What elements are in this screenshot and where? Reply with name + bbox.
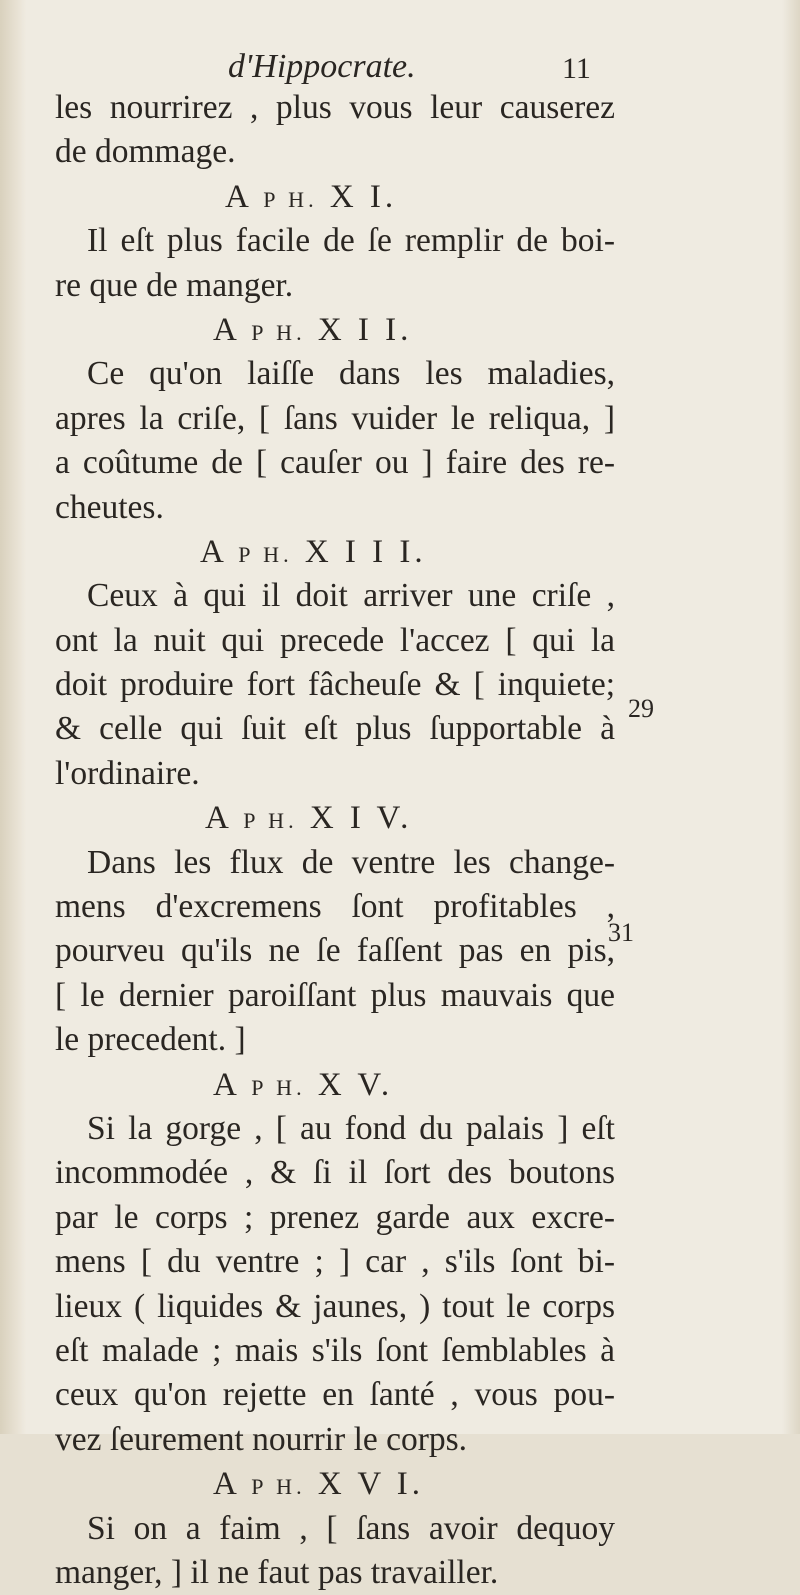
text-line: & celle qui ſuit eſt plus ſupportable à bbox=[55, 710, 615, 748]
page-number: 11 bbox=[562, 52, 591, 85]
text-line: Il eſt plus facile de ſe remplir de boi- bbox=[87, 222, 615, 260]
text-line: Ceux à qui il doit arriver une criſe , bbox=[87, 577, 615, 615]
aphorism-heading-12: A P H. X I I. bbox=[213, 311, 413, 348]
text-line: Si la gorge , [ au fond du palais ] eſt bbox=[87, 1109, 615, 1147]
text-line: ont la nuit qui precede l'accez [ qui la bbox=[55, 621, 615, 659]
page-gutter bbox=[0, 0, 26, 1434]
aphorism-heading-13: A P H. X I I I. bbox=[200, 533, 427, 570]
margin-note-29: 29 bbox=[628, 694, 654, 723]
text-line: lieux ( liquides & jaunes, ) tout le corps bbox=[55, 1287, 615, 1325]
aphorism-heading-14: A P H. X I V. bbox=[205, 800, 413, 837]
text-line: a coûtume de [ cauſer ou ] faire des re- bbox=[55, 444, 615, 482]
text-line: [ le dernier paroiſſant plus mauvais que bbox=[55, 976, 615, 1014]
text-line: Si on a faim , [ ſans avoir dequoy bbox=[87, 1509, 615, 1547]
text-line: l'ordinaire. bbox=[55, 754, 200, 792]
text-line: doit produire fort fâcheuſe & [ inquiete; bbox=[55, 666, 615, 704]
text-line: les nourrirez , plus vous leur causerez bbox=[55, 89, 615, 126]
body-text bbox=[55, 86, 615, 1595]
text-line: eſt malade ; mais s'ils ſont ſemblables à bbox=[55, 1331, 615, 1369]
text-line: apres la criſe, [ ſans vuider le reliqua, ] bbox=[55, 399, 615, 437]
text-line: cheutes. bbox=[55, 488, 164, 526]
aphorism-heading-16: A P H. X V I. bbox=[213, 1466, 425, 1503]
text-line: re que de manger. bbox=[55, 266, 294, 304]
aphorism-heading-15: A P H. X V. bbox=[213, 1066, 394, 1103]
text-line: Ce qu'on laiſſe dans les maladies, bbox=[87, 355, 615, 393]
page-edge bbox=[782, 0, 800, 1434]
text-line: incommodée , & ſi il ſort des boutons bbox=[55, 1154, 615, 1192]
text-line: de dommage. bbox=[55, 133, 236, 171]
text-line: ceux qu'on rejette en ſanté , vous pou- bbox=[55, 1376, 615, 1414]
text-line: le precedent. ] bbox=[55, 1021, 246, 1059]
running-title: d'Hippocrate. bbox=[228, 48, 416, 85]
aphorism-heading-11: A P H. X I. bbox=[225, 178, 398, 215]
text-line: Dans les flux de ventre les change- bbox=[87, 843, 615, 881]
text-line: par le corps ; prenez garde aux excre- bbox=[55, 1198, 615, 1236]
text-line: pourveu qu'ils ne ſe faſſent pas en pis, bbox=[55, 932, 615, 970]
text-line: vez ſeurement nourrir le corps. bbox=[55, 1420, 468, 1458]
text-line: mens [ du ventre ; ] car , s'ils ſont bi- bbox=[55, 1243, 615, 1281]
text-line: mens d'excremens ſont profitables , bbox=[55, 888, 615, 926]
text-line: manger, ] il ne faut pas travailler. bbox=[55, 1553, 499, 1591]
margin-note-31: 31 bbox=[608, 918, 634, 947]
